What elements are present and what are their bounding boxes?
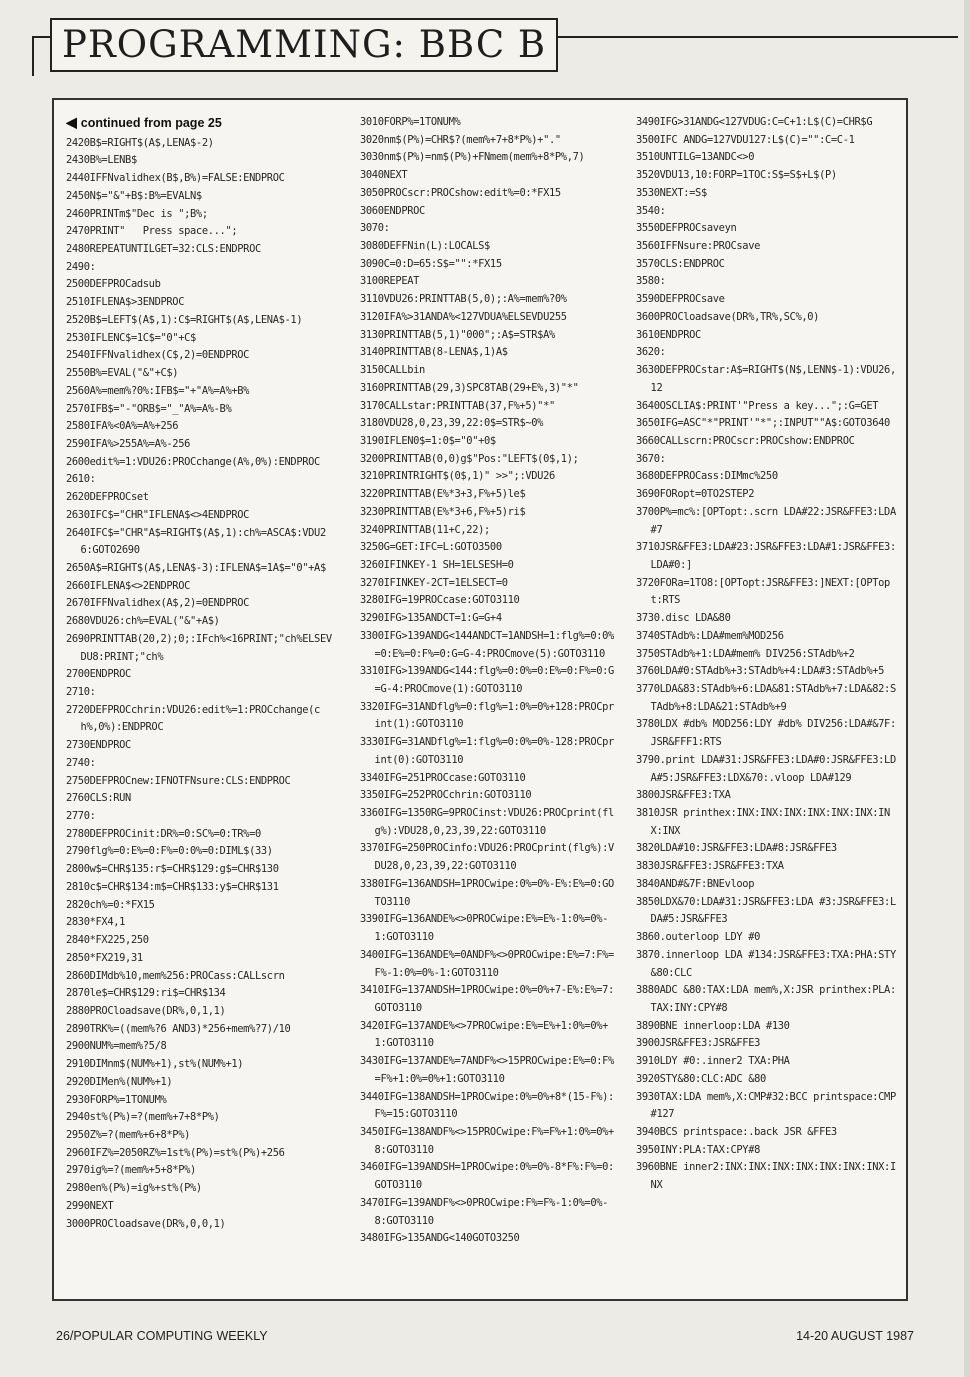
code-line: 2500DEFPROCadsub bbox=[66, 278, 161, 291]
code-line: 3670: bbox=[636, 452, 666, 465]
code-line: 3570CLS:ENDPROC bbox=[636, 257, 725, 270]
code-line: 3660CALLscrn:PROCscr:PROCshow:ENDPROC bbox=[636, 434, 855, 447]
code-line: 2480REPEATUNTILGET=32:CLS:ENDPROC bbox=[66, 243, 261, 256]
code-line: 2910DIMnm$(NUM%+1),st%(NUM%+1) bbox=[66, 1058, 244, 1071]
code-line: 2630IFC$="CHR"IFLENA$<>4ENDPROC bbox=[66, 508, 250, 521]
code-line: 2620DEFPROCset bbox=[66, 491, 149, 504]
listing-column-2 bbox=[360, 114, 618, 1291]
code-line: 3350IFG=252PROCchrin:GOTO3110 bbox=[360, 789, 532, 802]
code-line: 3190IFLEN0$=1:0$="0"+0$ bbox=[360, 434, 496, 447]
code-line: 2600edit%=1:VDU26:PROCchange(A%,0%):ENDPROC bbox=[66, 455, 320, 468]
code-line: 3360IFG=1350RG=9PROCinst:VDU26:PROCprint(flg%):VDU28,0,23,39,22:GOTO3110 bbox=[360, 807, 614, 837]
code-line: 2840*FX225,250 bbox=[66, 934, 149, 947]
code-line: 3240PRINTTAB(11+C,22); bbox=[360, 523, 490, 536]
code-line: 3680DEFPROCass:DIMmc%250 bbox=[636, 470, 778, 483]
code-line: 2570IFB$="-"ORB$="_"A%=A%-B% bbox=[66, 402, 232, 415]
code-line: 2740: bbox=[66, 756, 96, 769]
code-line: 3960BNE inner2:INX:INX:INX:INX:INX:INX:INX:INX bbox=[636, 1161, 896, 1192]
code-line: 2850*FX219,31 bbox=[66, 951, 143, 964]
code-line: 3070: bbox=[360, 222, 390, 235]
code-line: 3030nm$(P%)=nm$(P%)+FNmem(mem%+8*P%,7) bbox=[360, 151, 585, 164]
code-line: 3380IFG=136ANDSH=1PROCwipe:0%=0%-E%:E%=0:GOTO3110 bbox=[360, 877, 614, 908]
code-line: 3530NEXT:=S$ bbox=[636, 186, 707, 199]
code-line: 2700ENDPROC bbox=[66, 668, 131, 681]
code-line: 3250G=GET:IFC=L:GOTO3500 bbox=[360, 541, 502, 554]
code-line: 3080DEFFNin(L):LOCALS$ bbox=[360, 240, 490, 253]
code-line: 3560IFFNsure:PROCsave bbox=[636, 240, 761, 253]
code-line: 3400IFG=136ANDE%=0ANDF%<>0PROCwipe:E%=7:F%=F%-1:0%=0%-1:GOTO3110 bbox=[360, 948, 614, 979]
code-line: 2610: bbox=[66, 473, 96, 486]
listing-column-1 bbox=[66, 114, 332, 1291]
code-line: 2990NEXT bbox=[66, 1199, 114, 1212]
code-line: 3300IFG>139ANDG<144ANDCT=1ANDSH=1:flg%=0:0%=0:E%=0:F%=0:G=G-4:PROCmove(5):GOTO3110 bbox=[360, 629, 614, 660]
code-line: 3850LDX&70:LDA#31:JSR&FFE3:LDA #3:JSR&FFE3:LDA#5:JSR&FFE3 bbox=[636, 895, 896, 926]
listing-frame bbox=[52, 98, 908, 1301]
code-line: 3170CALLstar:PRINTTAB(37,F%+5)"*" bbox=[360, 399, 555, 412]
code-line: 3620: bbox=[636, 346, 666, 359]
code-line: 2820ch%=0:*FX15 bbox=[66, 898, 155, 911]
code-line: 3020nm$(P%)=CHR$?(mem%+7+8*P%)+"." bbox=[360, 133, 561, 146]
code-line: 3590DEFPROCsave bbox=[636, 293, 725, 306]
code-line: 3910LDY #0:.inner2 TXA:PHA bbox=[636, 1055, 790, 1068]
code-line: 3110VDU26:PRINTTAB(5,0);:A%=mem%?0% bbox=[360, 293, 567, 306]
code-line: 3510UNTILG=13ANDC<>0 bbox=[636, 151, 755, 164]
code-line: 2800w$=CHR$135:r$=CHR$129:g$=CHR$130 bbox=[66, 863, 279, 876]
code-line: 3940BCS printspace:.back JSR &FFE3 bbox=[636, 1125, 837, 1138]
code-line: 3010FORP%=1TONUM% bbox=[360, 116, 461, 128]
code-line: 3780LDX #db% MOD256:LDY #db% DIV256:LDA#&7F:JSR&FFF1:RTS bbox=[636, 718, 896, 749]
code-line: 3100REPEAT bbox=[360, 275, 420, 288]
code-line: 3040NEXT bbox=[360, 169, 408, 182]
code-line: 3500IFC ANDG=127VDU127:L$(C)="":C=C-1 bbox=[636, 133, 855, 146]
code-line: 3480IFG>135ANDG<140GOTO3250 bbox=[360, 1232, 520, 1245]
code-line: 3200PRINTTAB(0,0)g$"Pos:"LEFT$(0$,1); bbox=[360, 452, 579, 465]
code-line: 3770LDA&83:STAdb%+6:LDA&81:STAdb%+7:LDA&82:STAdb%+8:LDA&21:STAdb%+9 bbox=[636, 683, 896, 713]
code-line: 3210PRINTRIGHT$(0$,1)" >>";:VDU26 bbox=[360, 470, 555, 483]
code-line: 3830JSR&FFE3:JSR&FFE3:TXA bbox=[636, 860, 784, 873]
code-line: 3320IFG=31ANDflg%=0:flg%=1:0%=0%+128:PROCprint(1):GOTO3110 bbox=[360, 700, 614, 731]
code-line: 2970ig%=?(mem%+5+8*P%) bbox=[66, 1164, 196, 1177]
code-line: 2760CLS:RUN bbox=[66, 792, 131, 805]
continued-note bbox=[66, 114, 332, 133]
code-line: 2940st%(P%)=?(mem%+7+8*P%) bbox=[66, 1111, 220, 1124]
code-line: 3440IFG=138ANDSH=1PROCwipe:0%=0%+8*(15-F%):F%=15:GOTO3110 bbox=[360, 1090, 614, 1121]
code-line: 3220PRINTTAB(E%*3+3,F%+5)le$ bbox=[360, 488, 526, 501]
code-line: 3410IFG=137ANDSH=1PROCwipe:0%=0%+7-E%:E%=7:GOTO3110 bbox=[360, 984, 614, 1014]
code-line: 3280IFG=19PROCcase:GOTO3110 bbox=[360, 594, 520, 607]
code-line: 2780DEFPROCinit:DR%=0:SC%=0:TR%=0 bbox=[66, 827, 261, 840]
code-line: 2510IFLENA$>3ENDPROC bbox=[66, 296, 185, 309]
code-line: 2900NUM%=mem%?5/8 bbox=[66, 1040, 167, 1053]
code-line: 2920DIMen%(NUM%+1) bbox=[66, 1075, 173, 1088]
code-line: 2460PRINTm$"Dec is ";B%; bbox=[66, 207, 208, 220]
code-line: 3740STAdb%:LDA#mem%MOD256 bbox=[636, 629, 784, 642]
code-line: 3420IFG=137ANDE%<>7PROCwipe:E%=E%+1:0%=0%+1:GOTO3110 bbox=[360, 1019, 609, 1050]
code-line: 2540IFFNvalidhex(C$,2)=0ENDPROC bbox=[66, 349, 250, 362]
code-line: 2520B$=LEFT$(A$,1):C$=RIGHT$(A$,LENA$-1) bbox=[66, 313, 303, 326]
code-line: 3130PRINTTAB(5,1)"000";:A$=STR$A% bbox=[360, 328, 555, 341]
code-line: 2860DIMdb%10,mem%256:PROCass:CALLscrn bbox=[66, 969, 285, 982]
code-line: 3890BNE innerloop:LDA #130 bbox=[636, 1019, 790, 1032]
code-line: 2430B%=LENB$ bbox=[66, 154, 137, 167]
code-line: 3370IFG=250PROCinfo:VDU26:PROCprint(flg%):VDU28,0,23,39,22:GOTO3110 bbox=[360, 842, 614, 873]
code-line: 3580: bbox=[636, 275, 666, 288]
code-line: 3540: bbox=[636, 204, 666, 217]
code-line: 3920STY&80:CLC:ADC &80 bbox=[636, 1072, 766, 1085]
code-line: 2530IFLENC$=1C$="0"+C$ bbox=[66, 331, 196, 344]
code-line: 3790.print LDA#31:JSR&FFE3:LDA#0:JSR&FFE3:LDA#5:JSR&FFE3:LDX&70:.vloop LDA#129 bbox=[636, 753, 896, 784]
code-line: 3640OSCLIA$:PRINT'"Press a key...";:G=GET bbox=[636, 399, 879, 412]
code-line: 3050PROCscr:PROCshow:edit%=0:*FX15 bbox=[360, 186, 561, 199]
code-line: 2560A%=mem%?0%:IFB$="+"A%=A%+B% bbox=[66, 384, 250, 397]
code-line: 3950INY:PLA:TAX:CPY#8 bbox=[636, 1143, 761, 1156]
code-line: 3260IFINKEY-1 SH=1ELSESH=0 bbox=[360, 558, 514, 571]
listing-column-3 bbox=[636, 114, 898, 1291]
code-line: 2790flg%=0:E%=0:F%=0:0%=0:DIML$(33) bbox=[66, 845, 273, 858]
code-line: 2880PROCloadsave(DR%,0,1,1) bbox=[66, 1004, 226, 1017]
code-line: 2640IFC$="CHR"A$=RIGHT$(A$,1):ch%=ASCA$:VDU26:GOTO2690 bbox=[66, 526, 326, 557]
code-line: 3840AND#&7F:BNEvloop bbox=[636, 877, 755, 890]
code-line: 2770: bbox=[66, 810, 96, 823]
code-line: 3760LDA#0:STAdb%+3:STAdb%+4:LDA#3:STAdb%+5 bbox=[636, 665, 885, 678]
code-line: 3870.innerloop LDA #134:JSR&FFE3:TXA:PHA:STY&80:CLC bbox=[636, 948, 896, 979]
code-line: 3810JSR printhex:INX:INX:INX:INX:INX:INX:INX:INX bbox=[636, 807, 890, 837]
code-line: 3000PROCloadsave(DR%,0,0,1) bbox=[66, 1217, 226, 1230]
code-line: 2680VDU26:ch%=EVAL("&"+A$) bbox=[66, 615, 220, 628]
footer-magazine: 26/POPULAR COMPUTING WEEKLY bbox=[56, 1329, 268, 1343]
code-line: 2690PRINTTAB(20,2);0;:IFch%<16PRINT;"ch%ELSEVDU8:PRINT;"ch% bbox=[66, 632, 332, 663]
code-line: 3880ADC &80:TAX:LDA mem%,X:JSR printhex:PLA:TAX:INY:CPY#8 bbox=[636, 984, 896, 1014]
code-line: 3490IFG>31ANDG<127VDUG:C=C+1:L$(C)=CHR$G bbox=[636, 116, 873, 128]
code-line: 3120IFA%>31ANDA%<127VDUA%ELSEVDU255 bbox=[360, 310, 567, 323]
code-line: 2470PRINT" Press space..."; bbox=[66, 225, 238, 238]
code-line: 2660IFLENA$<>2ENDPROC bbox=[66, 579, 191, 592]
code-line: 2720DEFPROCchrin:VDU26:edit%=1:PROCchange(ch%,0%):ENDPROC bbox=[66, 703, 320, 734]
code-line: 2550B%=EVAL("&"+C$) bbox=[66, 367, 179, 380]
code-line: 3690FORopt=0TO2STEP2 bbox=[636, 488, 755, 501]
code-line: 3450IFG=138ANDF%<>15PROCwipe:F%=F%+1:0%=0%+8:GOTO3110 bbox=[360, 1125, 614, 1156]
code-line: 3800JSR&FFE3:TXA bbox=[636, 789, 731, 802]
code-line: 2450N$="&"+B$:B%=EVALN$ bbox=[66, 189, 202, 202]
code-line: 3700P%=mc%:[OPTopt:.scrn LDA#22:JSR&FFE3:LDA#7 bbox=[636, 505, 896, 536]
code-line: 3140PRINTTAB(8-LENA$,1)A$ bbox=[360, 346, 508, 359]
code-line: 2930FORP%=1TONUM% bbox=[66, 1093, 167, 1106]
code-line: 3150CALLbin bbox=[360, 364, 425, 377]
header-rule-left bbox=[32, 36, 34, 76]
code-line: 2440IFFNvalidhex(B$,B%)=FALSE:ENDPROC bbox=[66, 172, 285, 185]
code-line: 3180VDU28,0,23,39,22:0$=STR$~0% bbox=[360, 417, 544, 430]
code-line: 3930TAX:LDA mem%,X:CMP#32:BCC printspace:CMP#127 bbox=[636, 1090, 896, 1121]
code-line: 3550DEFPROCsaveyn bbox=[636, 222, 737, 235]
code-line: 3750STAdb%+1:LDA#mem% DIV256:STAdb%+2 bbox=[636, 647, 855, 660]
code-line: 3650IFG=ASC"*"PRINT'"*";:INPUT""A$:GOTO3640 bbox=[636, 417, 890, 430]
code-line: 3310IFG>139ANDG<144:flg%=0:0%=0:E%=0:F%=0:G=G-4:PROCmove(1):GOTO3110 bbox=[360, 665, 614, 695]
code-line: 3470IFG=139ANDF%<>0PROCwipe:F%=F%-1:0%=0%-8:GOTO3110 bbox=[360, 1196, 609, 1227]
code-line: 2650A$=RIGHT$(A$,LENA$-3):IFLENA$=1A$="0"+A$ bbox=[66, 561, 326, 574]
code-line: 3900JSR&FFE3:JSR&FFE3 bbox=[636, 1037, 761, 1050]
code-line: 2950Z%=?(mem%+6+8*P%) bbox=[66, 1128, 191, 1141]
page-title: PROGRAMMING: BBC B bbox=[50, 18, 558, 72]
code-line: 3060ENDPROC bbox=[360, 204, 425, 217]
code-line: 3630DEFPROCstar:A$=RIGHT$(N$,LENN$-1):VDU26,12 bbox=[636, 364, 896, 394]
code-line: 3230PRINTTAB(E%*3+6,F%+5)ri$ bbox=[360, 505, 526, 518]
code-line: 2580IFA%<0A%=A%+256 bbox=[66, 420, 179, 433]
code-line: 3430IFG=137ANDE%=7ANDF%<>15PROCwipe:E%=0:F%=F%+1:0%=0%+1:GOTO3110 bbox=[360, 1055, 614, 1085]
code-line: 3160PRINTTAB(29,3)SPC8TAB(29+E%,3)"*" bbox=[360, 381, 579, 394]
code-line: 3520VDU13,10:FORP=1TOC:S$=S$+L$(P) bbox=[636, 169, 837, 182]
code-line: 3090C=0:D=65:S$="":*FX15 bbox=[360, 257, 502, 270]
code-line: 3730.disc LDA&80 bbox=[636, 612, 731, 625]
code-line: 3610ENDPROC bbox=[636, 328, 701, 341]
code-line: 2890TRK%=((mem%?6 AND3)*256+mem%?7)/10 bbox=[66, 1022, 291, 1035]
code-line: 2870le$=CHR$129:ri$=CHR$134 bbox=[66, 987, 226, 1000]
code-line: 2960IFZ%=2050RZ%=1st%(P%)=st%(P%)+256 bbox=[66, 1146, 285, 1159]
code-line: 3290IFG>135ANDCT=1:G=G+4 bbox=[360, 612, 502, 625]
code-line: 2730ENDPROC bbox=[66, 739, 131, 752]
code-line: 3340IFG=251PROCcase:GOTO3110 bbox=[360, 771, 526, 784]
code-line: 2420B$=RIGHT$(A$,LENA$-2) bbox=[66, 136, 214, 149]
continued-text: continued from page 25 bbox=[80, 116, 222, 130]
code-line: 3390IFG=136ANDE%<>0PROCwipe:E%=E%-1:0%=0%-1:GOTO3110 bbox=[360, 913, 609, 944]
page-edge-shadow bbox=[964, 0, 970, 1377]
code-line: 3860.outerloop LDY #0 bbox=[636, 931, 761, 944]
code-line: 2670IFFNvalidhex(A$,2)=0ENDPROC bbox=[66, 597, 250, 610]
code-line: 2490: bbox=[66, 260, 96, 273]
code-line: 2710: bbox=[66, 686, 96, 698]
code-line: 3600PROCloadsave(DR%,TR%,SC%,0) bbox=[636, 310, 820, 323]
code-line: 3820LDA#10:JSR&FFE3:LDA#8:JSR&FFE3 bbox=[636, 842, 837, 855]
code-line: 2830*FX4,1 bbox=[66, 916, 126, 929]
code-line: 3330IFG=31ANDflg%=1:flg%=0:0%=0%-128:PROCprint(0):GOTO3110 bbox=[360, 736, 614, 766]
footer-date: 14-20 AUGUST 1987 bbox=[796, 1329, 914, 1343]
code-line: 2980en%(P%)=ig%+st%(P%) bbox=[66, 1182, 202, 1195]
code-line: 2590IFA%>255A%=A%-256 bbox=[66, 437, 191, 450]
code-line: 3460IFG=139ANDSH=1PROCwipe:0%=0%-8*F%:F%=0:GOTO3110 bbox=[360, 1161, 614, 1192]
code-line: 3720FORa=1TO8:[OPTopt:JSR&FFE3:]NEXT:[OPTopt:RTS bbox=[636, 576, 890, 607]
code-line: 3270IFINKEY-2CT=1ELSECT=0 bbox=[360, 576, 508, 589]
code-line: 2810c$=CHR$134:m$=CHR$133:y$=CHR$131 bbox=[66, 880, 279, 893]
code-line: 3710JSR&FFE3:LDA#23:JSR&FFE3:LDA#1:JSR&FFE3:LDA#0:] bbox=[636, 541, 896, 571]
code-line: 2750DEFPROCnew:IFNOTFNsure:CLS:ENDPROC bbox=[66, 774, 291, 787]
left-triangle-icon: ◀ bbox=[66, 114, 77, 130]
